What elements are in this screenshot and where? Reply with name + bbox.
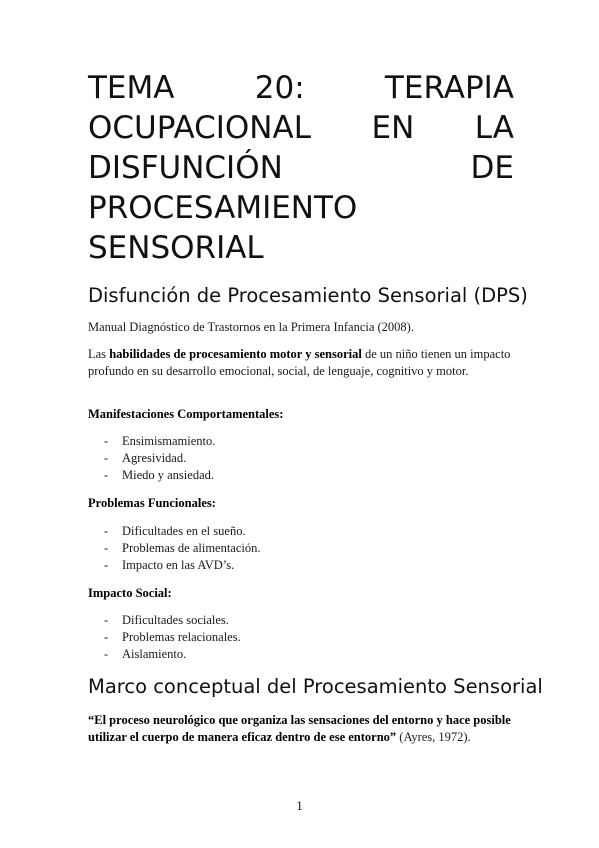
quote-text: “El proceso neurológico que organiza las sensaciones del entorno y hace posible utilizar el cuerpo de manera eficaz dentro de ese entorno” (88, 713, 511, 744)
list-item: - Ensimismamiento. (104, 433, 215, 450)
doc-title-line-1: TEMA 20: TERAPIA (88, 70, 514, 106)
doc-title-line-5: SENSORIAL (88, 230, 264, 266)
list-comportamentales (104, 433, 215, 484)
list-social (104, 612, 241, 663)
list-item: - Impacto en las AVD’s. (104, 557, 261, 574)
intro-paragraph (88, 346, 516, 380)
intro-suffix: de un niño tienen un impacto profundo en su desarrollo emocional, social, de lenguaje, cognitivo y motor. (88, 347, 511, 378)
list-item: - Agresividad. (104, 450, 215, 467)
quote-paragraph (88, 712, 516, 746)
source-paragraph: Manual Diagnóstico de Trastornos en la Primera Infancia (2008). (88, 320, 414, 334)
group-title-social: Impacto Social: (88, 586, 172, 600)
list-item: - Problemas relacionales. (104, 629, 241, 646)
section-heading-marco: Marco conceptual del Procesamiento Sensorial (88, 675, 543, 698)
doc-title-line-3: DISFUNCIÓN DE (88, 150, 514, 186)
quote-citation: (Ayres, 1972). (396, 730, 471, 744)
section-heading-dps: Disfunción de Procesamiento Sensorial (DPS) (88, 284, 528, 307)
list-funcionales (104, 523, 261, 574)
page-number: 1 (296, 798, 303, 813)
list-item: - Problemas de alimentación. (104, 540, 261, 557)
list-item: - Dificultades en el sueño. (104, 523, 261, 540)
doc-title-line-4: PROCESAMIENTO (88, 190, 358, 226)
list-item: - Aislamiento. (104, 646, 241, 663)
intro-bold: habilidades de procesamiento motor y sensorial (109, 347, 362, 361)
list-item: - Miedo y ansiedad. (104, 467, 215, 484)
group-title-comportamentales: Manifestaciones Comportamentales: (88, 407, 284, 421)
doc-title-line-2: OCUPACIONAL EN LA (88, 110, 514, 146)
group-title-funcionales: Problemas Funcionales: (88, 496, 216, 510)
list-item: - Dificultades sociales. (104, 612, 241, 629)
intro-prefix: Las (88, 347, 110, 361)
